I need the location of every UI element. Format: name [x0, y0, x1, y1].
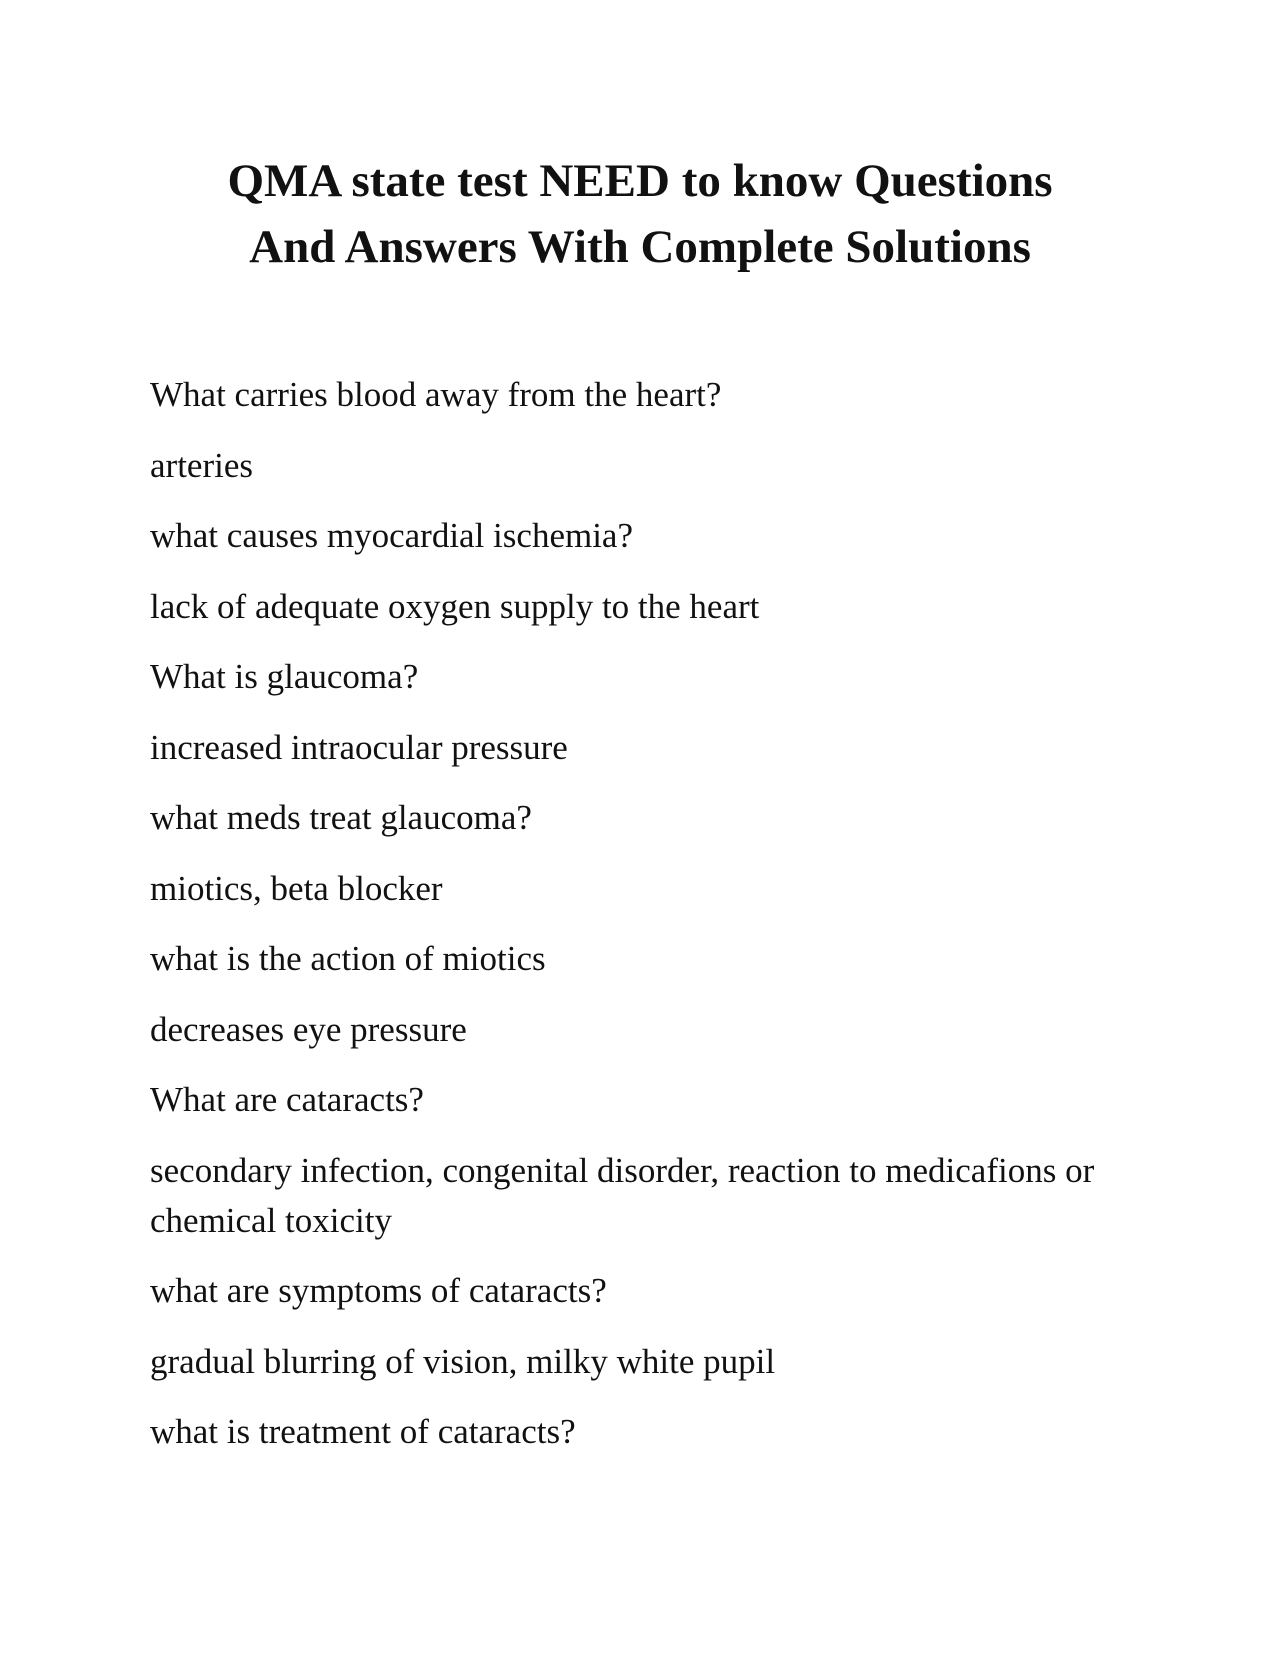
- question-text: What is glaucoma?: [150, 657, 419, 696]
- answer-text: miotics, beta blocker: [150, 868, 443, 908]
- answer-text: increased intraocular pressure: [150, 727, 568, 767]
- question-text: what causes myocardial ischemia?: [150, 516, 633, 555]
- answer-text: lack of adequate oxygen supply to the heart: [150, 586, 760, 626]
- answer-text: arteries: [150, 445, 253, 485]
- question-text: what are symptoms of cataracts?: [150, 1271, 607, 1310]
- document-title-line-1: QMA state test NEED to know Questions: [227, 155, 1053, 207]
- question-text: What carries blood away from the heart?: [150, 375, 722, 414]
- answer-text: secondary infection, congenital disorder, reaction to medicafions or chemical toxicity: [150, 1150, 1095, 1240]
- question-text: what is treatment of cataracts?: [150, 1412, 576, 1451]
- answer-text: gradual blurring of vision, milky white pupil: [150, 1341, 776, 1381]
- question-text: what meds treat glaucoma?: [150, 798, 532, 837]
- question-text: what is the action of miotics: [150, 939, 546, 978]
- document-title-line-2: And Answers With Complete Solutions: [249, 221, 1031, 273]
- document-title: [150, 148, 1130, 280]
- question-text: What are cataracts?: [150, 1080, 424, 1119]
- answer-text: decreases eye pressure: [150, 1009, 467, 1049]
- question-answer-list: [150, 370, 1140, 1478]
